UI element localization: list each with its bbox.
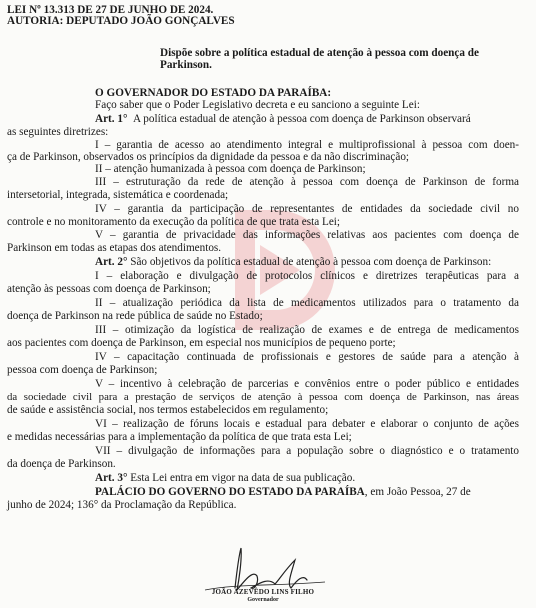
signature-role: Governador bbox=[247, 597, 279, 603]
obj-v-line-1: V – incentivo à celebração de parcerias e convênios entre o poder público e entidades bbox=[95, 378, 519, 390]
obj-v-line-3: de saúde e assistência social, nos termos estabelecidos em regulamento; bbox=[7, 404, 329, 416]
law-title: LEI Nº 13.313 DE 27 DE JUNHO DE 2024. bbox=[7, 4, 214, 16]
obj-iii-line-1: III – otimização da logística de realização de exames e de entrega de medicamentos bbox=[95, 324, 519, 336]
summary-line-2: Parkinson. bbox=[160, 59, 212, 71]
palace-location: , em João Pessoa, 27 de bbox=[364, 486, 471, 498]
palace-line bbox=[95, 486, 519, 499]
item-i1-line-1: I – garantia de acesso ao atendimento integral e multiprofissional à pessoa com doen- bbox=[95, 139, 519, 151]
date-line: junho de 2024; 136° da Proclamação da República. bbox=[7, 499, 237, 511]
palace-name: PALÁCIO DO GOVERNO DO ESTADO DA PARAÍBA bbox=[95, 486, 365, 498]
art1-label: Art. 1° bbox=[95, 113, 128, 125]
obj-iv-line-2: pessoa com doença de Parkinson; bbox=[7, 364, 158, 376]
art3-line bbox=[95, 472, 519, 485]
item-i4-line-2: controle e no monitoramento da execução da política de que trata esta Lei; bbox=[7, 216, 340, 228]
item-i5-line-2: Parkinson em todas as etapas dos atendimentos. bbox=[7, 242, 222, 254]
obj-iv-line-1: IV – capacitação continuada de profissionais e gestores de saúde para a atenção à bbox=[95, 351, 519, 363]
obj-iii-line-2: aos pacientes com doença de Parkinson, em especial nos municípios de pequeno porte; bbox=[7, 337, 396, 349]
preamble: Faço saber que o Poder Legislativo decreta e eu sanciono a seguinte Lei: bbox=[95, 99, 420, 111]
governor-heading: O GOVERNADOR DO ESTADO DA PARAÍBA: bbox=[95, 87, 332, 99]
summary-line-1: Dispõe sobre a política estadual de atenção à pessoa com doença de bbox=[160, 47, 479, 59]
obj-i-line-1: I – elaboração e divulgação de protocolos clínicos e diretrizes terapêuticas para a bbox=[95, 270, 519, 282]
item-i3-line-2: intersetorial, integrada, sistemática e coordenada; bbox=[7, 189, 229, 201]
art1-line-2: as seguintes diretrizes: bbox=[7, 126, 109, 138]
obj-i-line-2: atenção às pessoas com doença de Parkinson; bbox=[7, 283, 211, 295]
art2-line bbox=[95, 256, 519, 269]
art2-text: São objetivos da política estadual de atenção à pessoa com doença de Parkinson: bbox=[130, 256, 492, 268]
art3-text: Esta Lei entra em vigor na data de sua publicação. bbox=[130, 472, 356, 484]
obj-vii-line-2: da doença de Parkinson. bbox=[7, 458, 116, 470]
obj-vii-line-1: VII – divulgação de informações para a população sobre o diagnóstico e o tratamento bbox=[95, 445, 519, 457]
art2-label: Art. 2° bbox=[95, 256, 128, 268]
item-i1-line-2: ça de Parkinson, observados os princípios da dignidade da pessoa e da não discriminação; bbox=[7, 151, 410, 163]
obj-ii-line-1: II – atualização periódica da lista de medicamentos utilizados para o tratamento da bbox=[95, 297, 519, 309]
art3-label: Art. 3° bbox=[95, 472, 128, 484]
item-i5-line-1: V – garantia de privacidade das informações relativas aos pacientes com doença de bbox=[95, 229, 519, 241]
item-i2: II – atenção humanizada à pessoa com doença de Parkinson; bbox=[95, 163, 366, 175]
item-i4-line-1: IV – garantia da participação de representantes de entidades da sociedade civil no bbox=[95, 203, 519, 215]
art1-line-1 bbox=[95, 113, 519, 126]
law-authorship: AUTORIA: DEPUTADO JOÃO GONÇALVES bbox=[7, 15, 235, 27]
obj-v-line-2: da sociedade civil para a prestação de serviços de atenção à pessoa com doença de Parkinson, nas áreas bbox=[7, 391, 519, 403]
obj-ii-line-2: doença de Parkinson na rede pública de saúde no Estado; bbox=[7, 310, 263, 322]
obj-vi-line-1: VI – realização de fóruns locais e estadual para debater e elaborar o conjunto de ações bbox=[95, 418, 519, 430]
obj-vi-line-2: e medidas necessárias para a implementação da política de que trata esta Lei; bbox=[7, 431, 352, 443]
art1-text: A política estadual de atenção à pessoa com doença de Parkinson observará bbox=[133, 113, 471, 125]
signature-name: JOÃO AZEVÊDO LINS FILHO bbox=[211, 588, 315, 596]
item-i3-line-1: III – estruturação da rede de atenção à pessoa com doença de Parkinson de forma bbox=[95, 176, 519, 188]
